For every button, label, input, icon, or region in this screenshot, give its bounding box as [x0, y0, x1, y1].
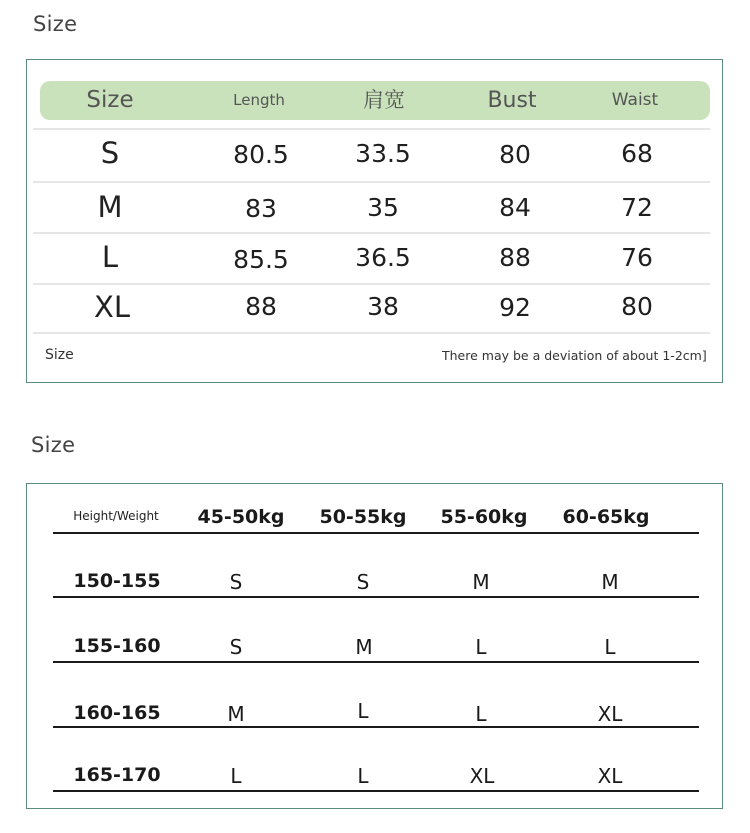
waist-cell: 72	[621, 193, 653, 222]
row-divider	[53, 596, 699, 598]
size-cell: L	[101, 240, 119, 274]
shoulder-cell: 35	[367, 193, 399, 222]
size-cell: S	[100, 136, 120, 170]
size-cell: M	[355, 635, 373, 659]
waist-cell: 68	[621, 139, 653, 168]
deviation-note: There may be a deviation of about 1-2cm]	[442, 348, 707, 363]
row-divider	[53, 790, 699, 792]
shoulder-cell: 33.5	[355, 139, 411, 168]
row-divider	[33, 128, 710, 130]
row-divider	[33, 283, 710, 285]
size-cell: M	[227, 702, 245, 726]
size-cell: XL	[469, 764, 495, 788]
row-divider	[33, 181, 710, 183]
header-waist: Waist	[611, 90, 659, 110]
header-weight-60-65: 60-65kg	[562, 506, 650, 528]
size-cell: S	[229, 570, 243, 594]
row-divider	[33, 332, 710, 334]
section-title-measurements: Size	[33, 12, 78, 36]
size-cell: XL	[93, 290, 131, 324]
size-cell: XL	[597, 702, 623, 726]
header-size: Size	[86, 87, 134, 113]
measurement-table-header	[40, 81, 710, 120]
bust-cell: 92	[499, 293, 531, 322]
bust-cell: 88	[499, 243, 531, 272]
footer-size-label: Size	[45, 347, 74, 363]
length-cell: 88	[245, 292, 277, 321]
size-cell: L	[604, 635, 616, 659]
section-title-size-guide: Size	[31, 433, 76, 457]
height-cell: 165-170	[73, 764, 161, 786]
size-cell: L	[357, 699, 369, 723]
bust-cell: 84	[499, 193, 531, 222]
row-divider	[53, 661, 699, 663]
header-bust: Bust	[487, 88, 537, 113]
header-weight-45-50: 45-50kg	[197, 506, 285, 528]
height-cell: 160-165	[73, 702, 161, 724]
header-height-weight: Height/Weight	[73, 509, 159, 523]
shoulder-cell: 36.5	[355, 243, 411, 272]
length-cell: 80.5	[233, 140, 289, 169]
length-cell: 83	[245, 194, 277, 223]
height-cell: 150-155	[73, 570, 161, 592]
shoulder-cell: 38	[367, 292, 399, 321]
header-length: Length	[233, 91, 285, 109]
header-weight-50-55: 50-55kg	[319, 506, 407, 528]
height-cell: 155-160	[73, 635, 161, 657]
size-cell: M	[472, 570, 490, 594]
size-cell: L	[230, 764, 242, 788]
size-cell: L	[357, 764, 369, 788]
row-divider	[53, 532, 699, 534]
row-divider	[53, 726, 699, 728]
size-cell: L	[475, 702, 487, 726]
header-weight-55-60: 55-60kg	[440, 506, 528, 528]
length-cell: 85.5	[233, 245, 289, 274]
size-cell: M	[601, 570, 619, 594]
size-cell: M	[97, 190, 123, 224]
header-shoulder: 肩宽	[363, 88, 405, 112]
waist-cell: 80	[621, 292, 653, 321]
size-cell: L	[475, 635, 487, 659]
bust-cell: 80	[499, 140, 531, 169]
size-cell: S	[229, 635, 243, 659]
size-cell: XL	[597, 764, 623, 788]
row-divider	[33, 232, 710, 234]
size-cell: S	[356, 570, 370, 594]
waist-cell: 76	[621, 243, 653, 272]
